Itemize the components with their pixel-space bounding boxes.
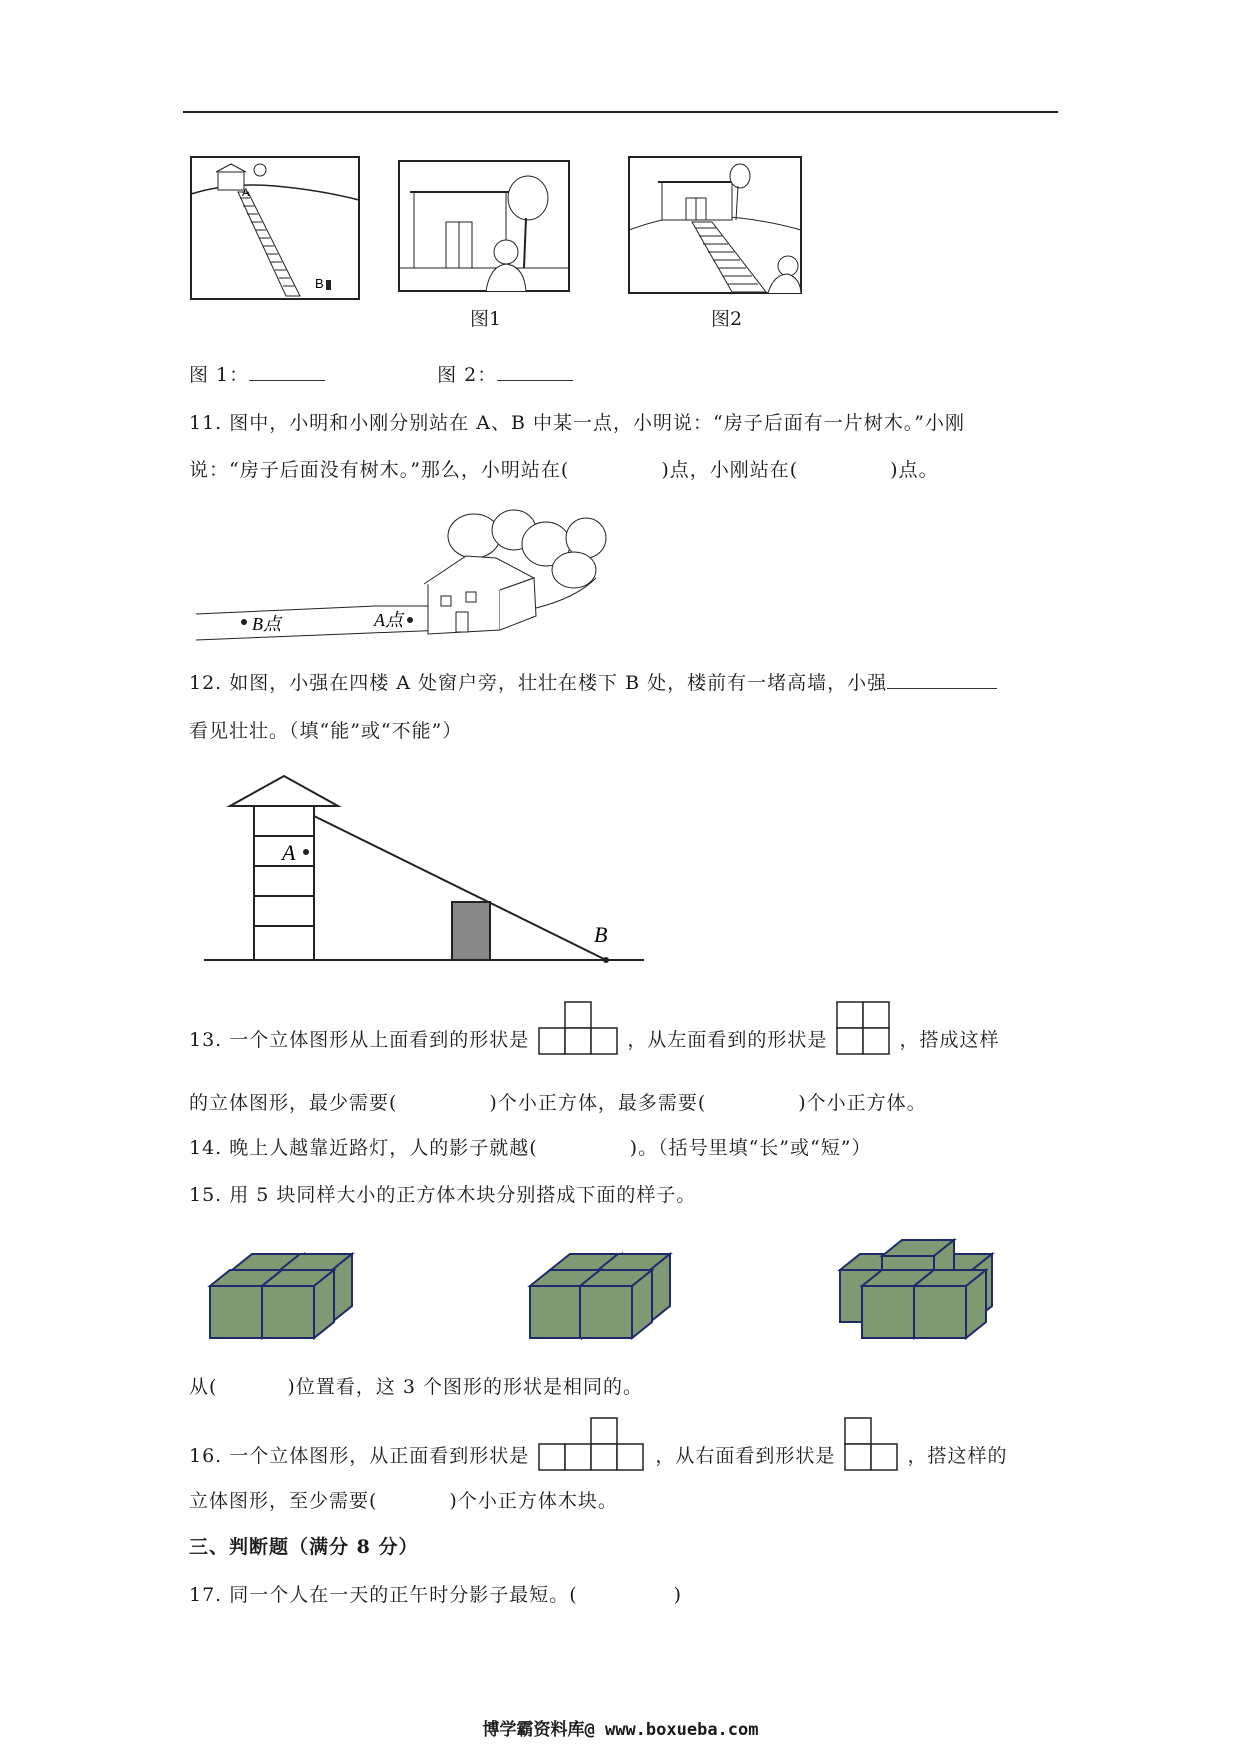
q16-line2: 立体图形，至少需要( )个小正方体木块。: [189, 1490, 618, 1512]
q13-line2: 的立体图形，最少需要( )个小正方体，最多需要( )个小正方体。: [189, 1092, 927, 1114]
q17-line: 17. 同一个人在一天的正午时分影子最短。( ): [189, 1584, 683, 1606]
q11-label-b: B点: [252, 614, 281, 634]
figure-hill-house-stairs: [190, 156, 360, 300]
figure-building-wall: [200, 770, 650, 970]
q15-cubes-figure-3: [822, 1236, 982, 1340]
svg-text:A: A: [242, 187, 250, 199]
q12-line2: 看见壮壮。（填“能”或“不能”）: [189, 720, 463, 742]
fig2-answer-blank[interactable]: [497, 379, 573, 381]
section3-title: 三、判断题（满分 8 分）: [189, 1536, 419, 1558]
footer-watermark: 博学霸资料库@ www.boxueba.com: [482, 1720, 759, 1740]
q12-label-a: A: [282, 840, 296, 865]
q16-right-view: [842, 1416, 900, 1474]
q11-label-a: A点: [374, 610, 403, 630]
q11-line2: 说：“房子后面没有树木。”那么，小明站在( )点，小刚站在( )点。: [189, 459, 939, 481]
fig2-answer-label: 图 2：: [437, 364, 498, 386]
q13-line1: 13. 一个立体图形从上面看到的形状是 ，从左面看到的形状是 ，搭成这样: [189, 1012, 999, 1070]
q15-cubes-figure-2: [520, 1236, 660, 1340]
figure-view-1: [398, 160, 570, 292]
q11-line1: 11. 图中，小明和小刚分别站在 A、B 中某一点，小明说：“房子后面有一片树木。”小刚: [189, 412, 965, 434]
q16-front-view: [536, 1416, 648, 1474]
q16-line1: 16. 一个立体图形，从正面看到形状是 ，从右面看到形状是 ，搭这样的: [189, 1428, 1007, 1486]
header-rule: [183, 111, 1058, 113]
q13-top-view: [536, 1000, 620, 1058]
fig1-answer-blank[interactable]: [249, 379, 325, 381]
fig1-answer-label: 图 1：: [189, 364, 250, 386]
q15-line2: 从( )位置看，这 3 个图形的形状是相同的。: [189, 1376, 644, 1398]
q15-cubes-figure-1: [202, 1236, 342, 1340]
caption-fig2: 图2: [711, 308, 743, 330]
svg-text:B: B: [315, 276, 324, 291]
fig-answer-line: [189, 360, 573, 387]
caption-fig1: 图1: [470, 308, 502, 330]
q13-left-view: [834, 1000, 892, 1058]
q15-line1: 15. 用 5 块同样大小的正方体木块分别搭成下面的样子。: [189, 1184, 697, 1206]
q12-answer-blank[interactable]: [887, 687, 997, 689]
q12-line1: 12. 如图，小强在四楼 A 处窗户旁，壮壮在楼下 B 处，楼前有一堵高墙，小强: [189, 668, 997, 695]
figure-house-road: [196, 508, 616, 644]
q14-line: 14. 晚上人越靠近路灯，人的影子就越( )。（括号里填“长”或“短”）: [189, 1137, 872, 1159]
figure-view-2: [628, 156, 802, 294]
q12-label-b: B: [594, 922, 608, 947]
